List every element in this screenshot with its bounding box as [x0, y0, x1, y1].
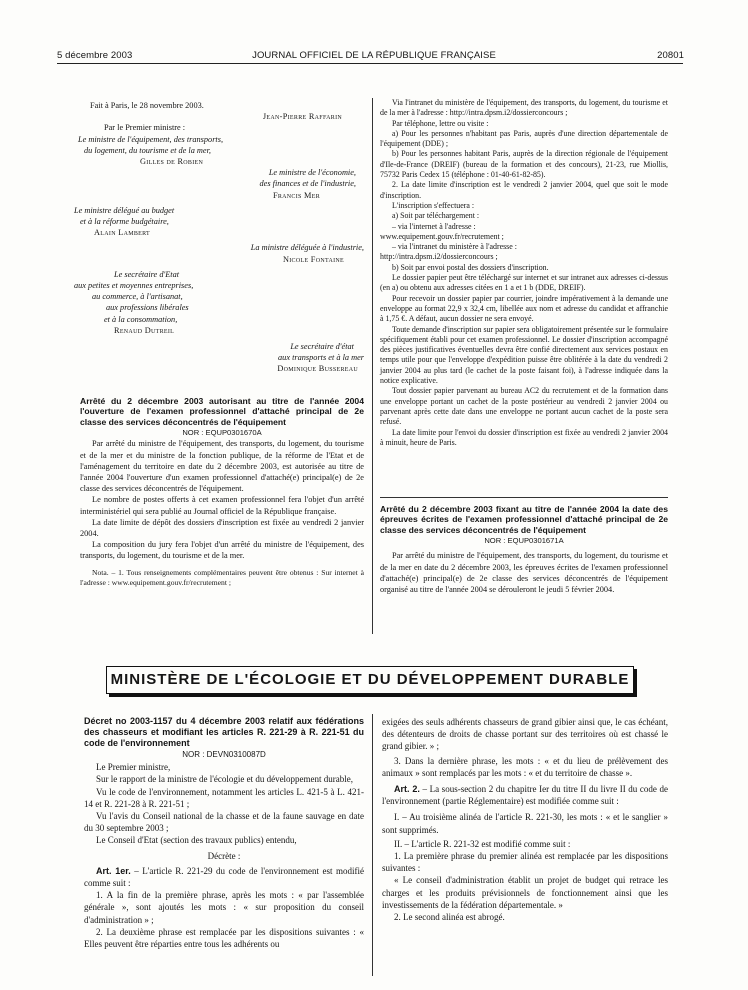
header-date: 5 décembre 2003	[57, 50, 133, 61]
text-line: La date limite pour l'envoi du dossier d'inscription est fixée au vendredi 2 janvier 2004 à minuit, heure de Paris.	[380, 427, 668, 447]
section-divider	[380, 497, 668, 498]
minister-title: Le ministre de l'équipement, des transports,	[78, 134, 224, 144]
decret-right	[382, 716, 668, 923]
minister-title: des finances et de l'industrie,	[259, 179, 356, 189]
signatures-block	[74, 100, 364, 375]
minister-title: Le ministre de l'économie,	[268, 168, 356, 178]
minister-title: aux transports et à la mer	[278, 353, 364, 363]
decret-paragraph: I. – Au troisième alinéa de l'article R. 221-30, les mots : « et le sanglier » sont supprimés.	[382, 812, 668, 835]
text-line: b) Pour les personnes habitant Paris, auprès de la direction régionale de l'équipement d'Ile-de-France (DREIF) (bureau de la formation et des concours), 21-23, rue Miollis, 75732 Paris Cedex 15 (téléphone : 01-40-61-82-85).	[380, 149, 668, 180]
done-at: Fait à Paris, le 28 novembre 2003.	[90, 101, 204, 110]
text-line: 2. La date limite d'inscription est le vendredi 2 janvier 2004, quel que soit le mode d'inscription.	[380, 180, 668, 200]
decret-paragraph: II. – L'article R. 221-32 est modifié comme suit :	[394, 838, 571, 849]
arrete-2	[380, 504, 668, 595]
decret-paragraph: Vu l'avis du Conseil national de la chasse et de la faune sauvage en date du 30 septembre 2003 ;	[84, 811, 364, 834]
text-line: Tout dossier papier parvenant au bureau AC2 du recrutement et de la formation dans une enveloppe portant un cachet de la poste postérieur au vendredi 2 janvier 2004 ou parvenant après cette date dans une enveloppe ne portant aucun cachet de la poste sera refusé.	[380, 386, 668, 427]
minister-name: Nicole Fontaine	[282, 254, 344, 264]
arrete-2-paragraph: Par arrêté du ministre de l'équipement, des transports, du logement, du tourisme et de la mer en date du 2 décembre 2003, les épreuves écrites de l'examen professionnel d'attaché(e) principal(e) de 2e classe des services déconcentrés de l'équipement organisé au titre de l'année 2004 se dérouleront le jeudi 5 février 2004.	[380, 551, 668, 595]
decret-paragraph: 3. Dans la dernière phrase, les mots : « et du lieu de prélèvement des animaux » sont remplacés par les mots : « et du territoire de chasse ».	[382, 755, 668, 778]
decret-paragraph: Le Conseil d'Etat (section des travaux publics) entendu,	[96, 835, 297, 846]
article-2-text: – La sous-section 2 du chapitre Ier du titre II du livre II du code de l'environnement (partie Réglementaire) est modifiée comme suit :	[382, 784, 668, 807]
article-1-text: – L'article R. 221-29 du code de l'environnement est modifié comme suit :	[84, 865, 364, 889]
arrete-1-paragraph: La composition du jury fera l'objet d'un arrêté du ministre de l'équipement, des transports, du logement, du tourisme et de la mer.	[80, 540, 364, 561]
arrete-1-title: Arrêté du 2 décembre 2003 autorisant au titre de l'année 2004 l'ouverture de l'examen professionnel d'attaché principal de 2e classe des services déconcentrés de l'équipement	[80, 396, 364, 427]
arrete-1-paragraph: Par arrêté du ministre de l'équipement, des transports, du logement, du tourisme et de la mer et du ministre de la fonction publique, de la réforme de l'Etat et de l'aménagement du territoire en date du 2 décembre 2003, est autorisée au titre de l'année 2004 l'ouverture d'un examen professionnel d'attaché(e) principal(e) de 2e classe des services déconcentrés de l'équipement.	[80, 439, 364, 494]
decree-word: Décrète :	[207, 850, 241, 861]
text-line: Pour recevoir un dossier papier par courrier, joindre impérativement à la demande une enveloppe au format 22,9 x 32,4 cm, libellée aux nom et adresse du candidat et affranchie à 1,75 €. A défaut, aucun dossier ne sera envoyé.	[380, 293, 668, 324]
column-divider-top	[372, 98, 373, 634]
decret-nor: NOR : DEVN0310087D	[182, 750, 266, 759]
text-line: Via l'intranet du ministère de l'équipement, des transports, du logement, du tourisme et de la mer à l'adresse : http://intra.dpsm.i2/dossierconcours ;	[380, 98, 668, 118]
minister-title: aux professions libérales	[106, 303, 189, 313]
decret-left	[84, 716, 364, 950]
decret-paragraph: « Le conseil d'administration établit un projet de budget qui retrace les charges et les produits prévisionnels de fonctionnement ainsi que les investissements de la fédération départementale. »	[382, 875, 668, 910]
text-line: a) Pour les personnes n'habitant pas Paris, auprès d'une direction départementale de l'équipement (DDE) ;	[380, 128, 668, 149]
text-line: Le dossier papier peut être téléchargé sur internet et sur intranet aux adresses ci-dessus (en a) ou obtenu aux adresses citées en 1 a et 1 b (DDE, DREIF).	[380, 273, 668, 293]
text-line: http://intra.dpsm.i2/dossierconcours ;	[380, 252, 498, 262]
header-journal-title: JOURNAL OFFICIEL DE LA RÉPUBLIQUE FRANÇAISE	[252, 50, 496, 61]
header-page-number: 20801	[657, 50, 684, 61]
minister-name: Renaud Dutreil	[114, 325, 175, 335]
article-1-label: Art. 1er.	[96, 865, 131, 876]
arrete-1-note: Nota. – 1. Tous renseignements complémentaires peuvent être obtenus : Sur internet à l'adresse : www.equipement.gouv.fr/recrutement ;	[80, 567, 364, 587]
column-divider-bottom	[372, 714, 373, 976]
decret-paragraph: Le Premier ministre,	[96, 762, 171, 773]
pm-by: Par le Premier ministre :	[104, 123, 186, 133]
text-line: a) Soit par téléchargement :	[392, 211, 480, 221]
pm-name: Jean-Pierre Raffarin	[262, 112, 342, 122]
article-2	[382, 783, 668, 807]
text-line: b) Soit par envoi postal des dossiers d'inscription.	[392, 262, 549, 272]
decret-title: Décret no 2003-1157 du 4 décembre 2003 relatif aux fédérations des chasseurs et modifiant les articles R. 221-29 à R. 221-51 du code de l'environnement	[84, 716, 364, 748]
arrete-1-paragraph: Le nombre de postes offerts à cet examen professionnel fera l'objet d'un arrêté interministériel qui sera publié au Journal officiel de la République française.	[80, 495, 364, 516]
minister-title: aux petites et moyennes entreprises,	[74, 281, 194, 291]
minister-title: et à la réforme budgétaire,	[80, 217, 169, 227]
decret-paragraph: Vu le code de l'environnement, notamment les articles L. 421-5 à L. 421-14 et R. 221-28 à R. 221-51 ;	[84, 786, 364, 809]
ministry-banner: MINISTÈRE DE L'ÉCOLOGIE ET DU DÉVELOPPEMENT DURABLE	[106, 666, 634, 694]
right-column-top	[380, 98, 668, 448]
arrete-1	[80, 396, 364, 588]
text-line: – via l'internet à l'adresse :	[392, 221, 476, 231]
minister-title: Le secrétaire d'état	[290, 342, 354, 352]
text-line: www.equipement.gouv.fr/recrutement ;	[380, 231, 504, 241]
header-rule	[57, 63, 683, 64]
minister-title: et à la consommation,	[104, 314, 178, 324]
decret-paragraph: exigées des seuls adhérents chasseurs de grand gibier ainsi que, le cas échéant, des détenteurs de droits de chasse portant sur des territoires où est chassé le grand gibier. » ;	[382, 717, 668, 752]
arrete-2-nor: NOR : EQUP0301671A	[484, 536, 564, 546]
minister-name: Alain Lambert	[94, 228, 151, 238]
article-2-label: Art. 2.	[394, 784, 420, 795]
minister-name: Gilles de Robien	[140, 157, 204, 167]
decret-paragraph: 1. La première phrase du premier alinéa est remplacée par les dispositions suivantes :	[382, 851, 668, 874]
minister-title: du logement, du tourisme et de la mer,	[84, 145, 211, 155]
minister-name: Dominique Bussereau	[277, 364, 358, 374]
text-line: Par téléphone, lettre ou visite :	[392, 118, 489, 128]
minister-name: Francis Mer	[272, 190, 320, 200]
decret-paragraph: Sur le rapport de la ministre de l'écologie et du développement durable,	[96, 774, 354, 785]
minister-title: La ministre déléguée à l'industrie,	[250, 243, 364, 253]
decret-paragraph: 2. Le second alinéa est abrogé.	[394, 912, 505, 923]
decret-paragraph: 2. La deuxième phrase est remplacée par les dispositions suivantes : « Elles peuvent être réparties entre tous les adhérents ou	[84, 926, 364, 950]
text-line: – via l'intranet du ministère à l'adresse :	[392, 242, 517, 252]
text-line: Toute demande d'inscription sur papier sera obligatoirement présentée sur le formulaire spécifiquement établi pour cet examen professionnel. Le dossier d'inscription accompagné des pièces justificatives éventuelles devra être confié directement aux services postaux en temps utile pour que l'enveloppe d'expédition puisse être oblitérée à la date du vendredi 2 janvier 2004 au plus tard (le cachet de la poste faisant foi), à l'adresse indiquée dans la notice explicative.	[380, 324, 668, 386]
article-1	[84, 865, 364, 889]
minister-title: Le secrétaire d'Etat	[114, 269, 180, 279]
text-line: L'inscription s'effectuera :	[392, 200, 475, 210]
minister-title: Le ministre délégué au budget	[74, 205, 175, 215]
arrete-1-paragraph: La date limite de dépôt des dossiers d'inscription est fixée au vendredi 2 janvier 2004.	[80, 517, 364, 539]
arrete-1-nor: NOR : EQUP0301670A	[182, 428, 262, 438]
decret-paragraph: 1. A la fin de la première phrase, après les mots : « par l'assemblée générale », sont ajoutés les mots : « sur proposition du conseil d'administration » ;	[84, 890, 364, 925]
arrete-2-title: Arrêté du 2 décembre 2003 fixant au titre de l'année 2004 la date des épreuves écrites de l'examen professionnel d'attaché principal de 2e classe des services déconcentrés de l'équipement	[380, 504, 668, 535]
minister-title: au commerce, à l'artisanat,	[92, 292, 183, 302]
